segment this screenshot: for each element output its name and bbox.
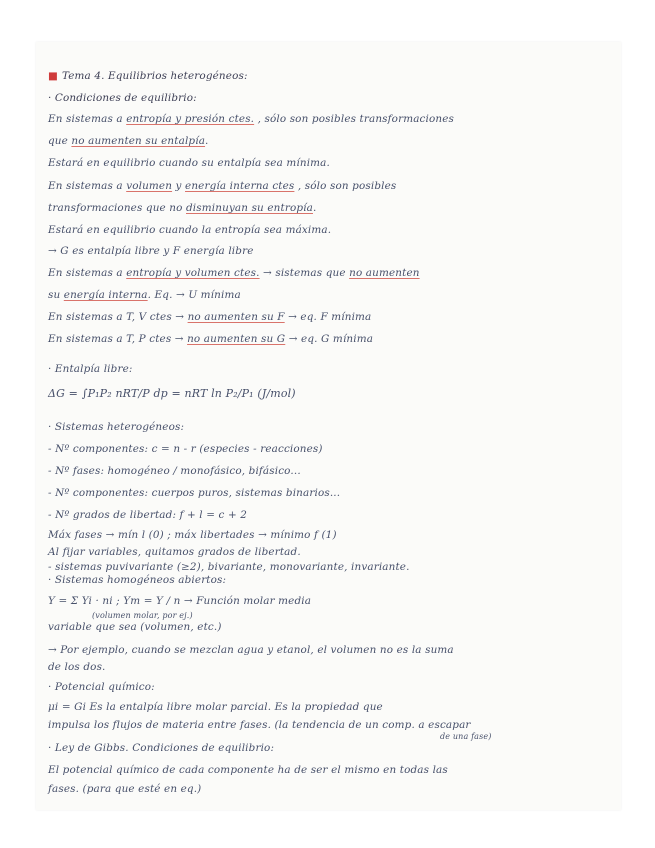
text-line: - sistemas puvivariante (≥2), bivariante, monovariante, invariante. — [48, 561, 410, 573]
text-line: transformaciones que no disminuyan su entropía. — [48, 202, 317, 214]
text-line: que no aumenten su entalpía. — [48, 135, 209, 147]
section-heading: · Sistemas homogéneos abiertos: — [48, 574, 227, 586]
section-heading: · Entalpía libre: — [48, 363, 133, 375]
text-line: En sistemas a entropía y presión ctes. , sólo son posibles transformaciones — [48, 113, 455, 125]
text-line: - Nº fases: homogéneo / monofásico, bifásico... — [48, 465, 301, 477]
text-line: - Nº componentes: c = n - r (especies - reacciones) — [48, 443, 323, 455]
text-line: En sistemas a entropía y volumen ctes. → sistemas que no aumenten — [48, 267, 420, 279]
formula-line: Y = Σ Yi · ni ; Ym = Y / n → Función molar media — [48, 595, 312, 607]
page-title: Tema 4. Equilibrios heterogéneos: — [61, 70, 248, 82]
section-heading: · Condiciones de equilibrio: — [48, 92, 197, 104]
section-heading: · Ley de Gibbs. Condiciones de equilibrio: — [48, 742, 275, 754]
section-heading: · Sistemas heterogéneos: — [48, 421, 185, 433]
text-line: de los dos. — [48, 661, 106, 673]
text-line: → G es entalpía libre y F energía libre — [48, 245, 254, 257]
text-line: μi = Gi Es la entalpía libre molar parcial. Es la propiedad que — [48, 701, 383, 713]
text-line: fases. (para que esté en eq.) — [48, 783, 202, 795]
text-line: - Nº grados de libertad: f + l = c + 2 — [48, 509, 248, 521]
text-line: Estará en equilibrio cuando la entropía sea máxima. — [48, 224, 332, 236]
text-line: El potencial químico de cada componente ha de ser el mismo en todas las — [48, 764, 448, 776]
text-line: → Por ejemplo, cuando se mezclan agua y etanol, el volumen no es la suma — [48, 644, 454, 656]
text-line: En sistemas a volumen y energía interna ctes , sólo son posibles — [48, 180, 397, 192]
text-line: su energía interna. Eq. → U mínima — [48, 289, 241, 301]
small-note: (volumen molar, por ej.) — [92, 611, 193, 620]
section-heading: · Potencial químico: — [48, 681, 155, 693]
text-line: En sistemas a T, V ctes → no aumenten su F → eq. F mínima — [48, 311, 372, 323]
red-bullet-icon: ■ — [48, 70, 58, 82]
title-line — [48, 70, 248, 82]
text-line: impulsa los flujos de materia entre fases. (la tendencia de un comp. a escapar — [48, 719, 471, 731]
text-line: Al fijar variables, quitamos grados de libertad. — [48, 546, 301, 558]
text-line: variable que sea (volumen, etc.) — [48, 621, 222, 633]
text-line: - Nº componentes: cuerpos puros, sistemas binarios... — [48, 487, 341, 499]
text-line: Máx fases → mín l (0) ; máx libertades → mínimo f (1) — [48, 529, 337, 541]
text-line: En sistemas a T, P ctes → no aumenten su G → eq. G mínima — [48, 333, 374, 345]
formula-line: ΔG = ∫P₁P₂ nRT/P dp = nRT ln P₂/P₁ (J/mol) — [48, 387, 296, 400]
small-note: de una fase) — [440, 732, 492, 741]
text-line: Estará en equilibrio cuando su entalpía sea mínima. — [48, 157, 330, 169]
